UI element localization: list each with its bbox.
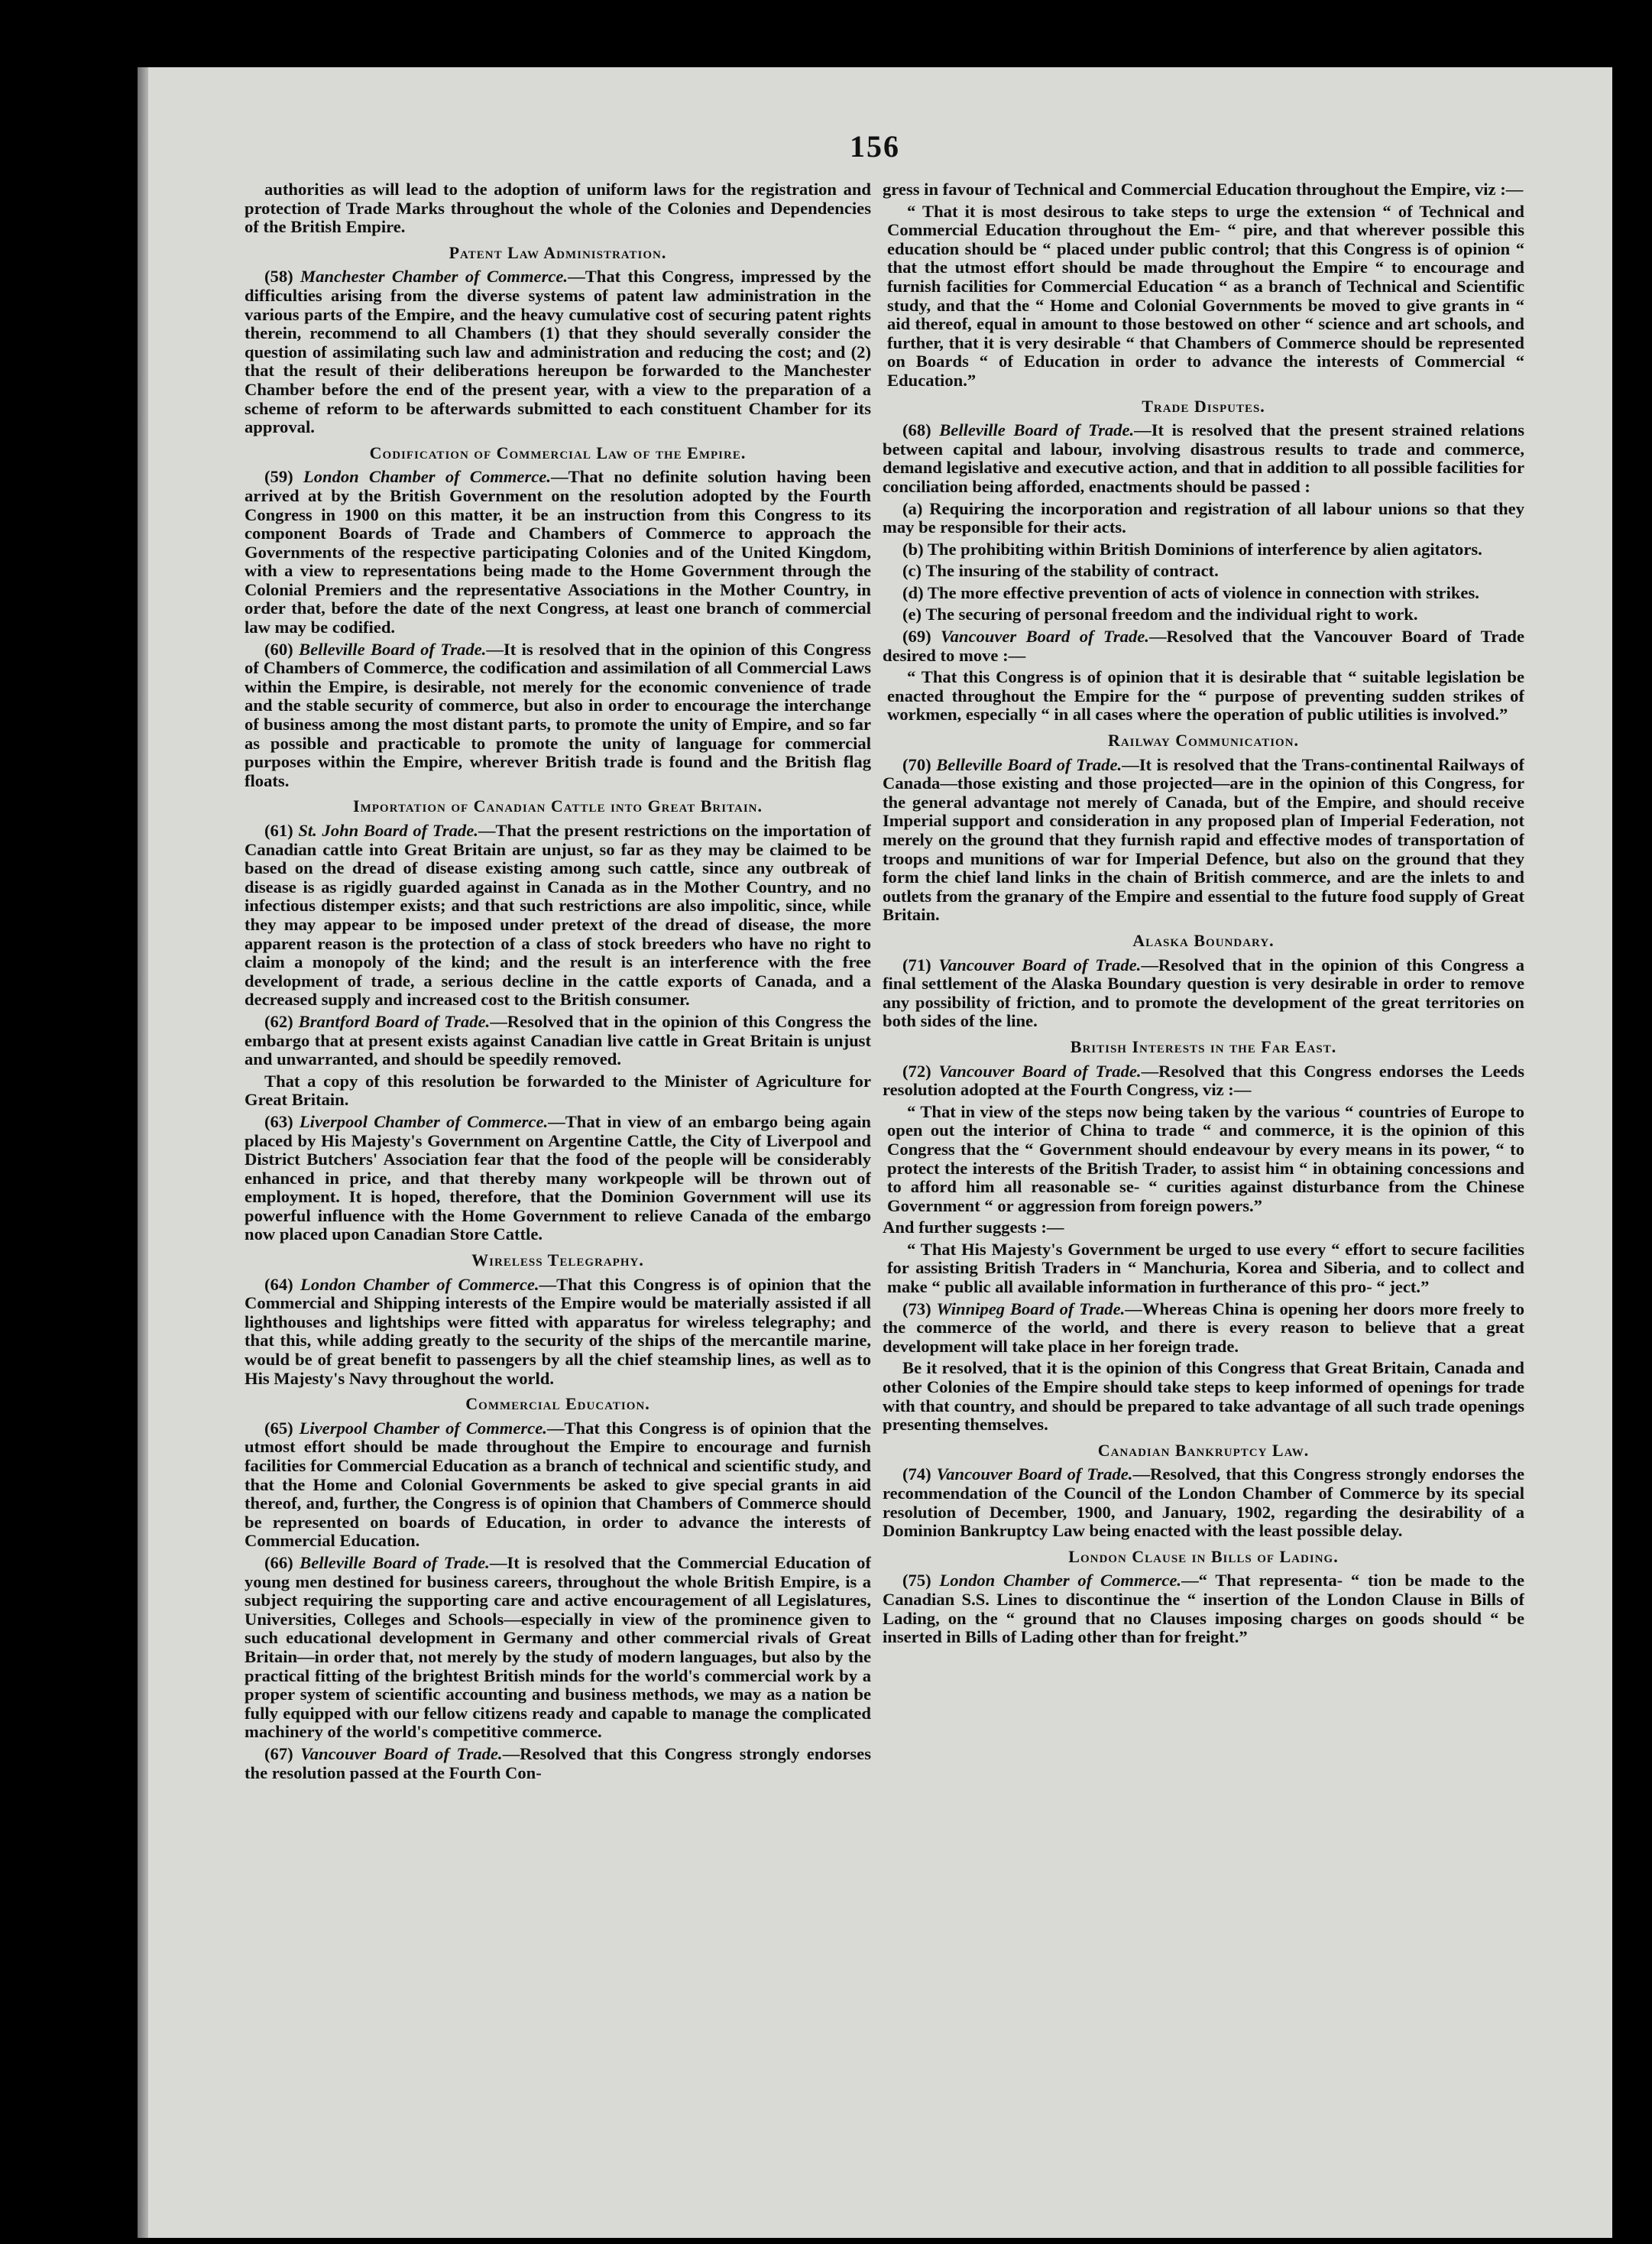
paragraph-text: “ That in view of the steps now being taken by the various “ countries of Europe to open out the interior of China to trade “ and commerce, it is the opinion of this Congress that the “ Government should endeavour by every means in its power, “ to protect the interests of the British Trader, to assist him “ in obtaining concessions and to afford him all reasonable se- “ curities against disturbance from the Chinese Government “ or aggression from foreign powers.”	[887, 1101, 1524, 1215]
left-column	[245, 180, 871, 2213]
resolution-paragraph	[245, 1554, 871, 1742]
paragraph-text: —Resolved that the Vancouver Board of Trade desired to move :—	[883, 627, 1524, 665]
section-heading: Railway Communication.	[1107, 731, 1300, 751]
resolution-paragraph	[245, 1113, 871, 1244]
resolution-number: (74)	[902, 1464, 937, 1484]
paragraph-text: gress in favour of Technical and Commercial Education throughout the Empire, viz :—	[883, 180, 1524, 199]
body-paragraph	[883, 562, 1524, 581]
resolution-number: (68)	[902, 420, 940, 440]
resolution-number: (66)	[264, 1552, 300, 1572]
resolution-number: (67)	[264, 1743, 301, 1763]
resolution-number: (69)	[902, 627, 941, 647]
paragraph-text: —Resolved that this Congress strongly endorses the resolution passed at the Fourth Con-	[245, 1743, 871, 1782]
resolution-organization: Belleville Board of Trade.	[936, 754, 1122, 774]
paragraph-text: Be it resolved, that it is the opinion of this Congress that Great Britain, Canada and other Colonies of the Empire should take steps to keep informed of openings for trade with that country, and should be prepared to take advantage of all such trade openings presenting themselves.	[883, 1358, 1524, 1435]
resolution-organization: Vancouver Board of Trade.	[936, 1464, 1133, 1484]
paragraph-text: —That this Congress is of opinion that the utmost effort should be made throughout the Empire to encourage and furnish facilities for Commercial Education as a branch of technical and scientific study, and that the Home and Colonial Governments be asked to give special grants in aid thereof, and, further, the Congress is of opinion that Chambers of Commerce should be represented on boards of Education, in order to advance the interests of Commercial Education.	[245, 1418, 871, 1551]
resolution-organization: St. John Board of Trade.	[298, 821, 478, 840]
paragraph-text: —Resolved that in the opinion of this Congress the embargo that at present exists against Canadian live cattle in Great Britain is unjust and unwarranted, and should be speedily removed.	[245, 1011, 871, 1069]
resolution-organization: Brantford Board of Trade.	[298, 1011, 491, 1031]
paragraph-text: (c) The insuring of the stability of contract.	[902, 561, 1219, 581]
resolution-organization: Vancouver Board of Trade.	[941, 627, 1149, 647]
body-paragraph	[883, 584, 1524, 603]
resolution-organization: Manchester Chamber of Commerce.	[300, 267, 568, 287]
right-column	[883, 180, 1524, 2213]
paragraph-text: —That in view of an embargo being again placed by His Majesty's Government on Argentine Cattle, the City of Liverpool and District Butchers' Association fear that the food of the people will be considerably enhanced in price, and that thereby many workpeople will be thrown out of employment. It is hoped, therefore, that the Dominion Government will use its powerful influence with the Home Government to relieve Canada of the embargo now placed upon Canadian Store Cattle.	[245, 1111, 871, 1244]
paragraph-text: “ That this Congress is of opinion that it is desirable that “ suitable legislation be enacted throughout the Empire for the “ purpose of preventing sudden strikes of workmen, especially “ in all cases where the operation of public utilities is involved.”	[887, 667, 1524, 725]
body-paragraph	[883, 1103, 1524, 1216]
paragraph-text: —That this Congress is of opinion that the Commercial and Shipping interests of the Empire would be materially assisted if all lighthouses and lightships were fitted with apparatus for wireless telegraphy; and that this, while adding greatly to the security of the ships of the mercantile marine, would be of great benefit to passengers by all the chief steamship lines, as well as to His Majesty's Navy throughout the world.	[245, 1274, 871, 1388]
body-paragraph	[245, 180, 871, 237]
paragraph-text: “ That His Majesty's Government be urged to use every “ effort to secure facilities for assisting British Traders in “ Manchuria, Korea and Siberia, and to collect and make “ public all available information in furtherance of this pro- “ ject.”	[887, 1239, 1524, 1297]
scan-edge-shadow	[138, 67, 148, 2238]
section-heading: Canadian Bankruptcy Law.	[1097, 1440, 1310, 1460]
section-heading: Importation of Canadian Cattle into Great Britain.	[353, 796, 763, 816]
paragraph-text: —Resolved that this Congress endorses the Leeds resolution adopted at the Fourth Congress, viz :—	[883, 1061, 1524, 1100]
resolution-paragraph	[245, 1419, 871, 1551]
resolution-paragraph	[245, 640, 871, 791]
resolution-organization: Vancouver Board of Trade.	[300, 1743, 503, 1763]
resolution-paragraph	[883, 756, 1524, 925]
paragraph-text: authorities as will lead to the adoption of uniform laws for the registration and protection of Trade Marks throughout the whole of the Colonies and Dependencies of the British Empire.	[245, 180, 871, 237]
resolution-paragraph	[883, 1062, 1524, 1100]
section-heading: Codification of Commercial Law of the Empire.	[369, 443, 747, 462]
paragraph-text: —That no definite solution having been arrived at by the British Government on the resolution adopted by the Fourth Congress in 1900 on this matter, it be an instruction from this Congress to its component Boards of Trade and Chambers of Commerce to approach the Governments of the respective participating Colonies and of the United Kingdom, with a view to representations being made to the Home Government through the Colonial Premiers and the representative Associations in the Mother Country, in order that, before the date of the next Congress, at least one branch of commercial law may be codified.	[245, 467, 871, 637]
resolution-number: (75)	[902, 1571, 940, 1591]
resolution-organization: Vancouver Board of Trade.	[938, 955, 1142, 974]
paragraph-text: —That the present restrictions on the importation of Canadian cattle into Great Britain are unjust, so far as they may be claimed to be based on the dread of disease existing among such cattle, since any outbreak of disease is as rigidly guarded against in Canada as in the Mother Country, and no infectious distemper exists; and that such restrictions are also impolitic, since, while they may appear to be imposed under pretext of the dread of disease, the more apparent reason is the protection of a class of stock breeders who have no right to claim a monopoly of the kind; and the result is an interference with the free development of trade, a serious decline in the cattle exports of Canada, and a decreased supply and increased cost to the British consumer.	[245, 821, 871, 1010]
paragraph-text: (e) The securing of personal freedom and the individual right to work.	[902, 605, 1418, 624]
paragraph-text: —It is resolved that the present strained relations between capital and labour, involving disastrous results to trade and commerce, demand legislative and executive action, and that in addition to all possible facilities for conciliation being afforded, enactments should be passed :	[883, 420, 1524, 496]
body-paragraph	[883, 1240, 1524, 1297]
resolution-paragraph	[245, 268, 871, 436]
body-paragraph	[883, 1218, 1524, 1237]
paragraph-text: And further suggests :—	[883, 1218, 1064, 1237]
resolution-number: (64)	[264, 1274, 301, 1294]
resolution-organization: Belleville Board of Trade.	[299, 639, 487, 659]
resolution-number: (70)	[902, 754, 937, 774]
resolution-organization: Liverpool Chamber of Commerce.	[299, 1418, 547, 1438]
resolution-paragraph	[883, 627, 1524, 665]
resolution-number: (60)	[264, 639, 300, 659]
resolution-number: (59)	[264, 467, 303, 487]
resolution-paragraph	[245, 1276, 871, 1389]
resolution-paragraph	[245, 822, 871, 1010]
resolution-organization: Winnipeg Board of Trade.	[936, 1299, 1126, 1318]
paragraph-text: That a copy of this resolution be forwarded to the Minister of Agriculture for Great Britain.	[245, 1071, 871, 1110]
resolution-number: (63)	[264, 1111, 300, 1131]
resolution-paragraph	[883, 956, 1524, 1031]
resolution-number: (65)	[264, 1418, 300, 1438]
paragraph-text: —It is resolved that in the opinion of this Congress of Chambers of Commerce, the codification and assimilation of all Commercial Laws within the Empire, is desirable, not merely for the economic convenience of trade and the stable security of commerce, but also in order to encourage the interchange of business among the most distant parts, to promote the unity of Empire, and so far as possible and practicable to promote the unity of language for commercial purposes within the Empire, wherever British trade is found and the British flag floats.	[245, 639, 871, 790]
resolution-organization: London Chamber of Commerce.	[939, 1571, 1182, 1591]
body-paragraph	[883, 180, 1524, 199]
section-heading: Wireless Telegraphy.	[471, 1250, 644, 1270]
resolution-paragraph	[883, 421, 1524, 496]
resolution-number: (73)	[902, 1299, 937, 1318]
resolution-paragraph	[883, 1571, 1524, 1646]
section-heading: Commercial Education.	[465, 1394, 650, 1414]
body-paragraph	[883, 500, 1524, 537]
body-paragraph	[883, 605, 1524, 624]
scanned-page	[138, 67, 1612, 2238]
paragraph-text: —“ That representa- “ tion be made to the Canadian S.S. Lines to discontinue the “ insertion of the London Clause in Bills of Lading, on the “ ground that no Clauses imposing charges on goods should “ be inserted in Bills of Lading other than for freight.”	[883, 1571, 1524, 1647]
resolution-paragraph	[245, 1013, 871, 1069]
resolution-paragraph	[245, 468, 871, 637]
body-paragraph	[883, 1359, 1524, 1434]
resolution-organization: Belleville Board of Trade.	[939, 420, 1135, 440]
page-number: 156	[850, 129, 900, 164]
resolution-paragraph	[883, 1300, 1524, 1357]
section-heading: British Interests in the Far East.	[1070, 1036, 1337, 1056]
paragraph-text: “ That it is most desirous to take steps to urge the extension “ of Technical and Commercial Education throughout the Em- “ pire, and that wherever possible this education should be “ placed under public control; that this Congress is of opinion “ that the utmost effort should be made throughout the Empire “ to encourage and furnish facilities for Commercial Education “ as a branch of Technical and Scientific study, and that the “ Home and Colonial Governments be moved to give grants in “ aid thereof, equal in amount to those bestowed on other “ science and art schools, and further, that it is very desirable “ that Chambers of Commerce should be represented on Boards “ of Education in order to advance the interests of Commercial “ Education.”	[887, 201, 1524, 390]
section-heading: Alaska Boundary.	[1132, 930, 1275, 950]
paragraph-text: —That this Congress, impressed by the difficulties arising from the diverse systems of patent law administration in the various parts of the Empire, and the heavy cumulative cost of securing patent rights therein, recommend to all Chambers (1) that they should severally consider the question of assimilating such law and administration and reducing the cost; and (2) that the result of their deliberations hereupon be forwarded to the Manchester Chamber before the end of the present year, with a view to the preparation of a scheme of reform to be afterwards submitted to each constituent Chamber for its approval.	[245, 267, 871, 437]
resolution-organization: Belleville Board of Trade.	[300, 1552, 490, 1572]
resolution-number: (72)	[902, 1061, 939, 1081]
body-paragraph	[883, 668, 1524, 725]
paragraph-text: (b) The prohibiting within British Dominions of interference by alien agitators.	[902, 539, 1482, 559]
resolution-number: (62)	[264, 1011, 299, 1031]
body-paragraph	[883, 540, 1524, 559]
section-heading: Trade Disputes.	[1142, 396, 1265, 416]
paragraph-text: —Whereas China is opening her doors more freely to the commerce of the world, and there is every reason to believe that a great development will take place in her foreign trade.	[883, 1299, 1524, 1356]
resolution-organization: Liverpool Chamber of Commerce.	[299, 1111, 549, 1131]
resolution-organization: London Chamber of Commerce.	[300, 1274, 539, 1294]
resolution-organization: London Chamber of Commerce.	[303, 467, 551, 487]
section-heading: London Clause in Bills of Lading.	[1068, 1546, 1339, 1566]
paragraph-text: —Resolved that in the opinion of this Congress a final settlement of the Alaska Boundary question is very desirable in order to remove any possibility of friction, and to promote the development of the great territories on both sides of the line.	[883, 955, 1524, 1031]
resolution-organization: Vancouver Board of Trade.	[938, 1061, 1142, 1081]
section-heading: Patent Law Administration.	[449, 242, 667, 262]
body-paragraph	[245, 1072, 871, 1110]
resolution-number: (58)	[264, 267, 301, 287]
resolution-number: (61)	[264, 821, 299, 840]
resolution-number: (71)	[902, 955, 939, 974]
resolution-paragraph	[245, 1745, 871, 1782]
paragraph-text: —It is resolved that the Trans-continental Railways of Canada—those existing and those projected—are in the opinion of this Congress, for the general advantage not merely of Canada, but of the Empire, and should receive Imperial support and consideration in any proposed plan of Imperial Federation, not merely on the ground that they furnish rapid and effective modes of transportation of troops and munitions of war for Imperial Defence, but also on the ground that they form the chief land links in the chain of British commerce, and are the inlets to and outlets from the granary of the Empire and essential to the future food supply of Great Britain.	[883, 754, 1524, 925]
paragraph-text: —Resolved, that this Congress strongly endorses the recommendation of the Council of the London Chamber of Commerce by its special resolution of December, 1900, and January, 1902, regarding the desirability of a Dominion Bankruptcy Law being enacted with the least possible delay.	[883, 1464, 1524, 1541]
paragraph-text: —It is resolved that the Commercial Education of young men destined for business careers, throughout the whole British Empire, is a subject requiring the supporting care and active encouragement of all Legislatures, Universities, Colleges and Schools—especially in view of the prominence given to such educational development in Germany and other commercial rivals of Great Britain—in order that, not merely by the study of modern languages, but also by the practical fitting of the brightest British minds for the world's commercial work by a proper system of scientific accounting and business methods, we may as a nation be fully equipped with our fellow citizens ready and capable to manage the complicated machinery of the world's competitive commerce.	[245, 1552, 871, 1742]
paragraph-text: (a) Requiring the incorporation and registration of all labour unions so that they may be responsible for their acts.	[883, 498, 1524, 537]
paragraph-text: (d) The more effective prevention of acts of violence in connection with strikes.	[902, 582, 1479, 602]
body-paragraph	[883, 203, 1524, 391]
resolution-paragraph	[883, 1465, 1524, 1540]
